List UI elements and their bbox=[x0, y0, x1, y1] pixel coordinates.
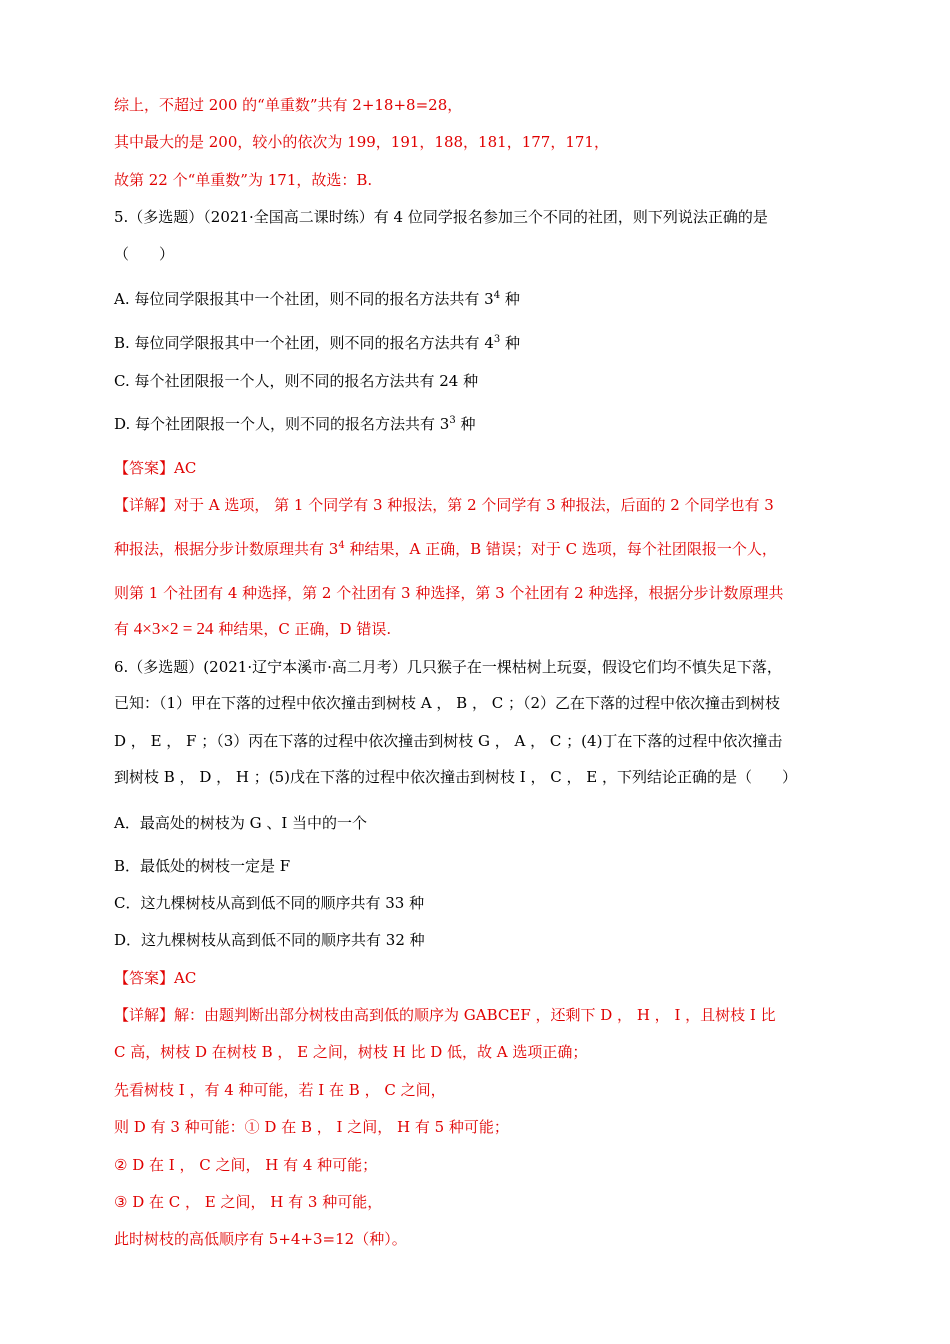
q5-explanation-2-suffix: 种结果，A 正确，B 错误；对于 C 选项，每个社团限报一个人， bbox=[344, 540, 777, 558]
q6-stem-line-3: D ， E ， F ；（3）丙在下落的过程中依次撞击到树枝 G ， A ， C ；(4)丁在下落的过程中依次撞击 bbox=[114, 732, 783, 750]
q5-explanation-line-3: 则第 1 个社团有 4 种选择，第 2 个社团有 3 种选择，第 3 个社团有 2 种选择，根据分步计数原理共 bbox=[114, 584, 784, 602]
q5-answer: 【答案】AC bbox=[114, 459, 197, 477]
q5-stem-line-2: （ ） bbox=[114, 245, 175, 263]
q5-option-b-text: B. 每位同学限报其中一个社团，则不同的报名方法共有 4 bbox=[114, 334, 494, 352]
q6-explanation-line-3: 先看树枝 I ，有 4 种可能，若 I 在 B ， C 之间， bbox=[114, 1081, 446, 1099]
q6-explanation-line-6: ③ D 在 C ， E 之间， H 有 3 种可能， bbox=[114, 1193, 383, 1211]
q5-option-d-exponent: 3 bbox=[449, 415, 456, 426]
summary-line-1: 综上，不超过 200 的“单重数”共有 2+18+8=28， bbox=[114, 96, 463, 114]
q5-option-a-exponent: 4 bbox=[493, 290, 501, 301]
q5-option-d-suffix: 种 bbox=[455, 415, 476, 433]
q6-explanation-line-5: ② D 在 I ， C 之间， H 有 4 种可能； bbox=[114, 1156, 378, 1174]
q5-option-d-text: D. 每个社团限报一个人，则不同的报名方法共有 3 bbox=[114, 415, 450, 433]
q5-explanation-4-formula: 4×3×2 = 24 bbox=[133, 619, 214, 638]
q5-option-b bbox=[114, 332, 520, 354]
q5-explanation-line-4 bbox=[114, 618, 391, 640]
q6-explanation-line-4: 则 D 有 3 种可能：① D 在 B ， I 之间， H 有 5 种可能； bbox=[114, 1118, 509, 1136]
q5-explanation-2-exponent: 4 bbox=[338, 540, 345, 551]
q6-answer: 【答案】AC bbox=[114, 969, 197, 987]
q6-explanation-line-7: 此时树枝的高低顺序有 5+4+3=12（种）。 bbox=[114, 1230, 407, 1248]
q6-explanation-line-2: C 高，树枝 D 在树枝 B ， E 之间，树枝 H 比 D 低，故 A 选项正确； bbox=[114, 1043, 588, 1061]
q6-stem-line-2: 已知：（1）甲在下落的过程中依次撞击到树枝 A ， B ， C ；（2）乙在下落的过程中依次撞击到树枝 bbox=[114, 694, 781, 712]
q6-stem-line-1: 6.（多选题）(2021·辽宁本溪市·高二月考）几只猴子在一棵枯树上玩耍，假设它们均不慎失足下落， bbox=[114, 658, 782, 676]
q6-stem-line-4: 到树枝 B ， D ， H ；(5)戊在下落的过程中依次撞击到树枝 I ， C ， E ，下列结论正确的是（ ） bbox=[114, 768, 797, 786]
q5-option-a bbox=[114, 288, 520, 310]
q5-option-b-exponent: 3 bbox=[493, 334, 501, 345]
q6-option-c: C．这九棵树枝从高到低不同的顺序共有 33 种 bbox=[114, 894, 425, 912]
q5-option-b-suffix: 种 bbox=[500, 334, 521, 352]
q6-option-a: A．最高处的树枝为 G 、I 当中的一个 bbox=[114, 814, 368, 832]
q5-option-a-suffix: 种 bbox=[500, 290, 520, 308]
q6-option-b: B．最低处的树枝一定是 F bbox=[114, 857, 291, 875]
q5-option-c: C. 每个社团限报一个人，则不同的报名方法共有 24 种 bbox=[114, 372, 479, 390]
q5-option-d bbox=[114, 413, 476, 435]
summary-line-3: 故第 22 个“单重数”为 171，故选：B. bbox=[114, 171, 373, 189]
q5-stem-line-1: 5.（多选题）（2021·全国高二课时练）有 4 位同学报名参加三个不同的社团，则下列说法正确的是 bbox=[114, 208, 768, 226]
q5-explanation-4-suffix: 种结果，C 正确，D 错误. bbox=[213, 620, 392, 638]
q6-option-d: D．这九棵树枝从高到低不同的顺序共有 32 种 bbox=[114, 931, 425, 949]
q5-explanation-line-2 bbox=[114, 538, 777, 560]
summary-line-2: 其中最大的是 200，较小的依次为 199，191，188，181，177，171， bbox=[114, 133, 609, 151]
q5-option-a-text: A. 每位同学限报其中一个社团，则不同的报名方法共有 3 bbox=[114, 290, 494, 308]
q6-explanation-line-1: 【详解】解：由题判断出部分树枝由高到低的顺序为 GABCEF ，还剩下 D ， H ， I ，且树枝 I 比 bbox=[114, 1006, 776, 1024]
q5-explanation-line-1: 【详解】对于 A 选项， 第 1 个同学有 3 种报法，第 2 个同学有 3 种报法，后面的 2 个同学也有 3 bbox=[114, 496, 774, 514]
q5-explanation-4-text: 有 bbox=[114, 620, 134, 638]
q5-explanation-2-text: 种报法，根据分步计数原理共有 3 bbox=[114, 540, 339, 558]
